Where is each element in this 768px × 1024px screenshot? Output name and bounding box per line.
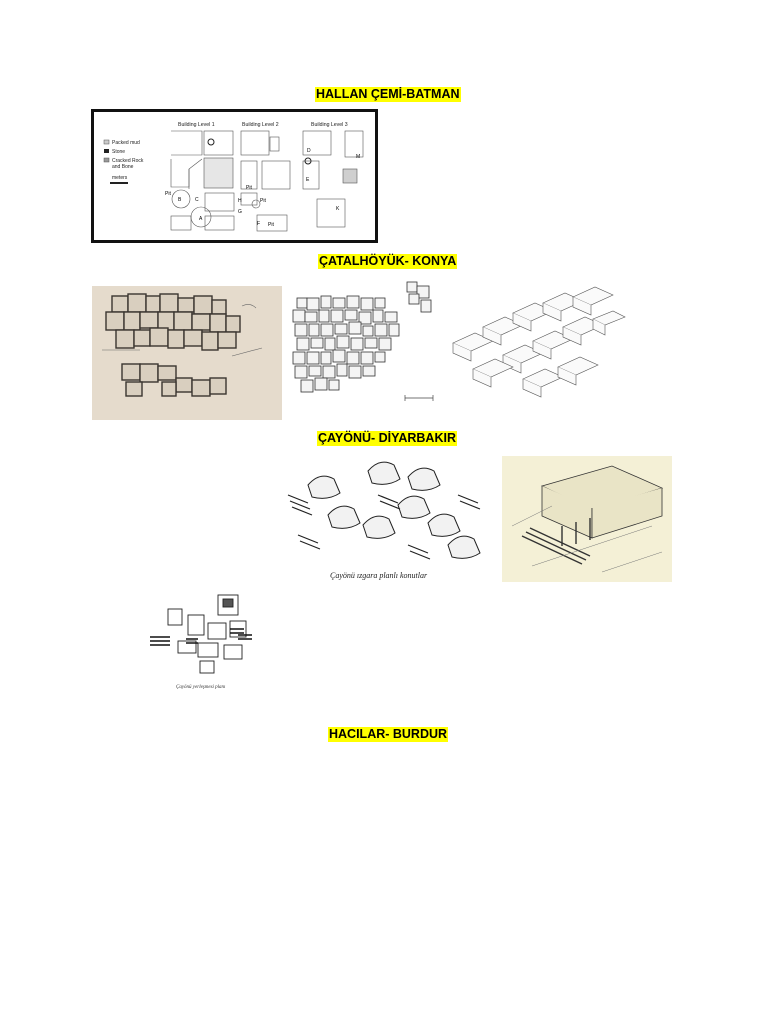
label-m: M xyxy=(356,154,361,160)
legend-cracked-rock: Cracked Rock xyxy=(112,158,144,164)
label-f: F xyxy=(257,221,261,227)
cayonu-house-reconstruction xyxy=(502,456,672,582)
label-e: E xyxy=(306,177,310,183)
catalhoyuk-site-plan-drawing xyxy=(285,278,443,420)
label-c: C xyxy=(195,197,199,203)
hallan-cemi-plan-drawing xyxy=(91,109,378,243)
hallan-cemi-plan-figure xyxy=(91,109,378,243)
label-g: G xyxy=(238,209,242,215)
catalhoyuk-plan-photo xyxy=(92,286,282,420)
cayonu-grill-plan-sketch xyxy=(268,455,500,582)
catalhoyuk-axonometric-view xyxy=(443,283,628,413)
legend-meters: meters xyxy=(112,175,128,181)
label-pit-4: Pit xyxy=(268,222,274,228)
catalhoyuk-axonometric-drawing xyxy=(443,283,628,413)
legend-and-bone: and Bone xyxy=(112,164,134,170)
catalhoyuk-photo-drawing xyxy=(92,286,282,420)
legend-stone: Stone xyxy=(112,149,126,155)
label-pit-1: Pit xyxy=(165,191,171,197)
section-heading-cayonu: ÇAYÖNÜ- DİYARBAKIR xyxy=(318,431,456,445)
section-heading-hacilar: HACILAR- BURDUR xyxy=(329,727,448,741)
cayonu-settlement-plan xyxy=(138,585,266,691)
section-heading-hallan-cemi: HALLAN ÇEMİ-BATMAN xyxy=(316,87,460,101)
label-a: A xyxy=(199,216,203,222)
label-k: K xyxy=(336,206,340,212)
label-pit-2: Pit xyxy=(246,185,252,191)
cayonu-reconstruction-drawing xyxy=(502,456,672,582)
label-d: D xyxy=(307,148,311,154)
label-b: B xyxy=(178,197,182,203)
cayonu-settlement-plan-drawing xyxy=(138,585,266,691)
catalhoyuk-site-plan xyxy=(285,278,443,420)
label-pit-3: Pit xyxy=(260,198,266,204)
level-3-title: Building Level 3 xyxy=(311,122,348,128)
level-1-title: Building Level 1 xyxy=(178,122,215,128)
label-h: H xyxy=(238,198,242,204)
cayonu-plan-caption: Çayönü yerleşmesi planı xyxy=(176,685,226,690)
section-heading-catalhoyuk: ÇATALHÖYÜK- KONYA xyxy=(319,254,457,268)
level-2-title: Building Level 2 xyxy=(242,122,279,128)
cayonu-sketch-caption: Çayönü ızgara planlı konutlar xyxy=(330,571,428,580)
legend-packed-mud: Packed mud xyxy=(112,140,140,146)
cayonu-sketch-drawing xyxy=(268,455,500,582)
